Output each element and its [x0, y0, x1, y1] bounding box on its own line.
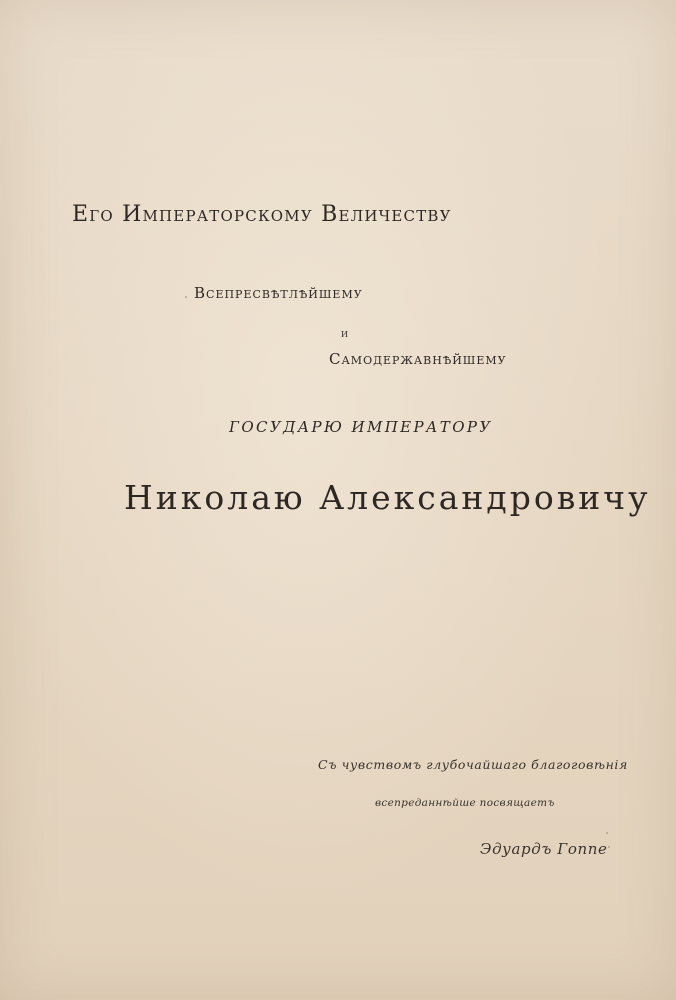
- dedication-line-and: и: [341, 326, 348, 340]
- signature-dedicates-line: всепреданнѣйше посвящаетъ: [375, 797, 555, 809]
- paper-speck: [608, 846, 610, 848]
- signature-reverence-line: Съ чувствомъ глубочайшаго благоговѣнія: [318, 757, 628, 772]
- dedication-line-majesty: Его Императорскому Величеству: [72, 202, 452, 227]
- dedication-line-autocratic: Самодержавнѣйшему: [329, 350, 507, 368]
- paper-speck: [185, 296, 187, 298]
- dedication-name-nicholas: Николаю Александровичу: [124, 478, 651, 517]
- paper-speck: [606, 832, 608, 834]
- dedication-line-most-serene: Всепресвѣтлѣйшему: [194, 284, 363, 302]
- dedication-line-emperor: ГОСУДАРЮ ИМПЕРАТОРУ: [229, 418, 493, 436]
- signature-author-name: Эдуардъ Гоппе: [480, 840, 608, 858]
